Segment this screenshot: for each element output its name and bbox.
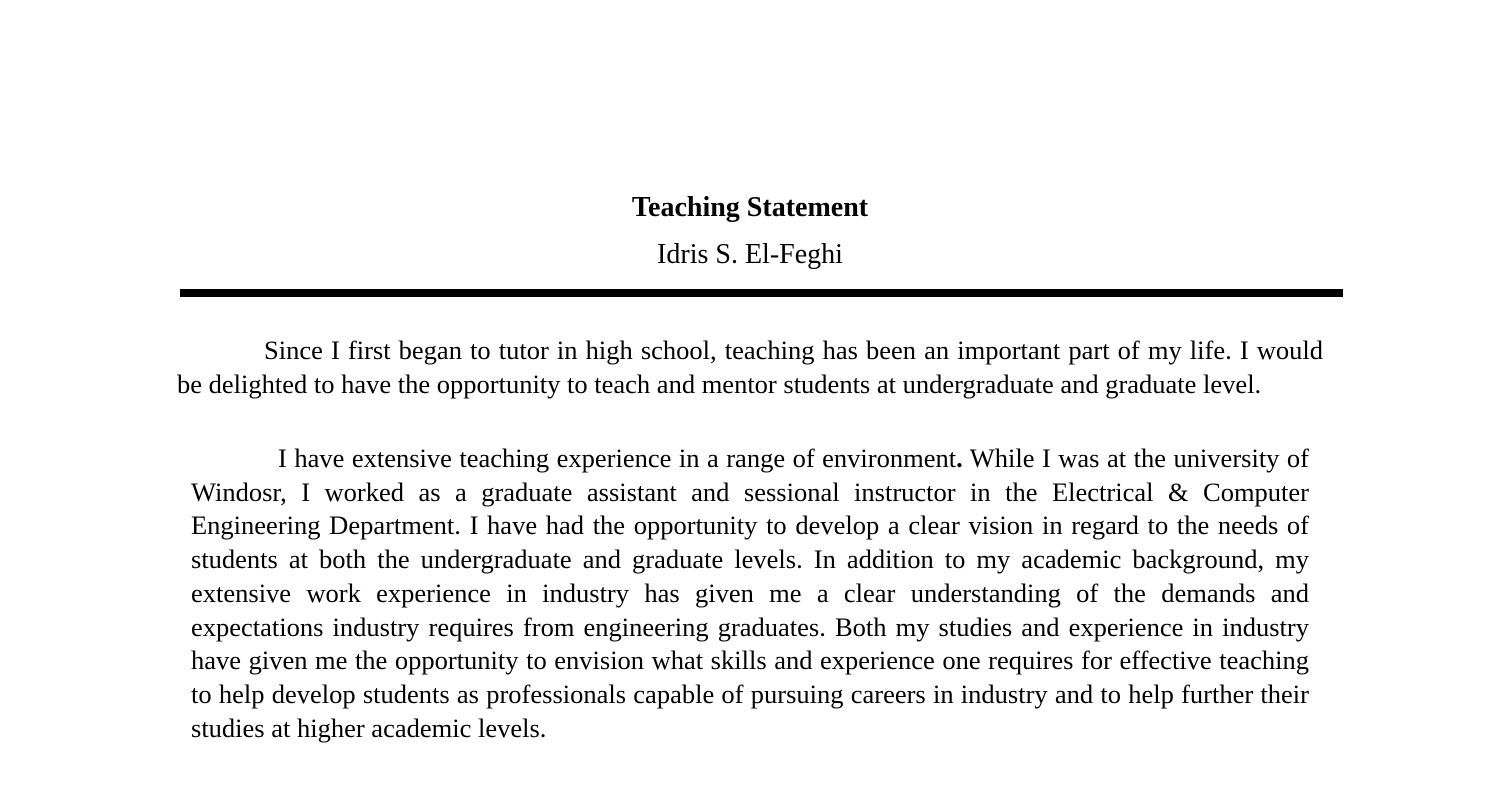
paragraph-2-text-start: I have extensive teaching experience in a range of environment (278, 443, 957, 473)
document-title: Teaching Statement (631, 192, 869, 223)
paragraph-1-text: Since I first began to tutor in high school, teaching has been an important part of my life. I would be delighted to have the opportunity to teach and mentor students at undergraduate and graduate level. (177, 335, 1323, 399)
paragraph-2 (191, 442, 1309, 745)
author-name: Idris S. El-Feghi (657, 239, 843, 270)
bold-period: . (956, 443, 963, 473)
paragraph-1 (177, 334, 1323, 401)
paragraph-2-text-rest: While I was at the university of Windosr, I worked as a graduate assistant and sessional instructor in the Electrical & Computer Engineering Department. I have had the opportunity to develop a clear vision in regard to the needs of students at both the undergraduate and graduate levels. In addition to my academic background, my extensive work experience in industry has given me a clear understanding of the demands and expectations industry requires from engineering graduates. Both my studies and experience in industry have given me the opportunity to envision what skills and experience one requires for effective teaching to help develop students as professionals capable of pursuing careers in industry and to help further their studies at higher academic levels. (191, 443, 1309, 743)
title-divider (180, 289, 1343, 297)
